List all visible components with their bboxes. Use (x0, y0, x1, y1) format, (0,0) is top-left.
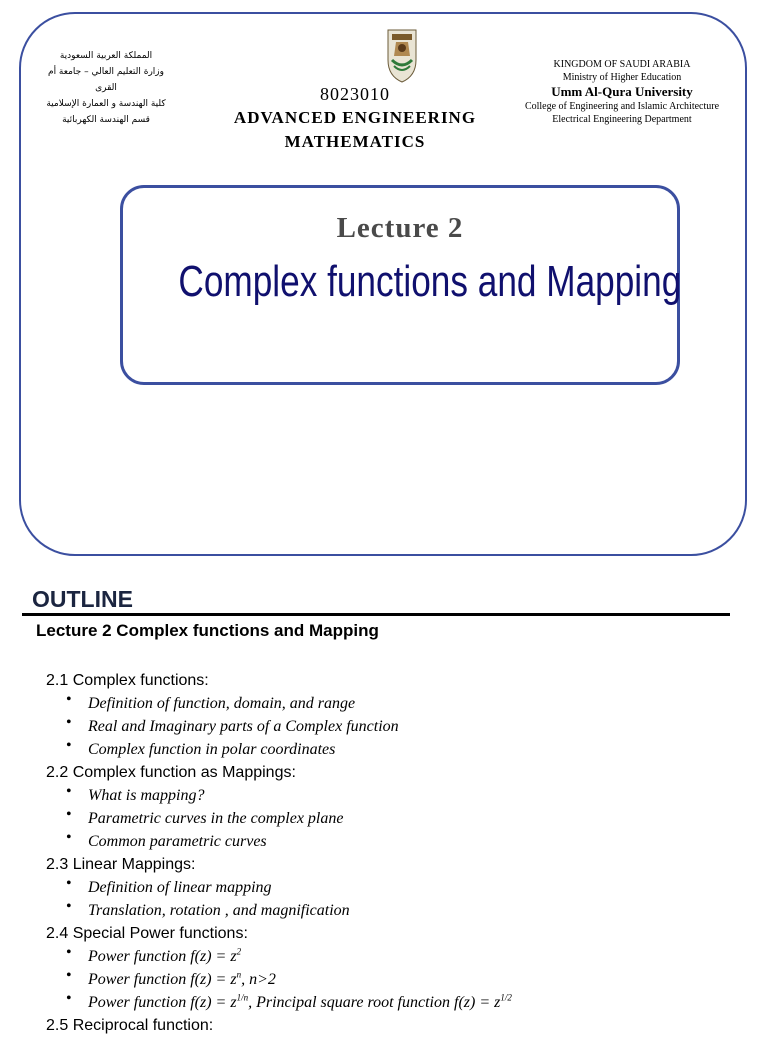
ministry-name: Ministry of Higher Education (562, 72, 682, 83)
list-item: • Real and Imaginary parts of a Complex function (46, 715, 746, 738)
university-crest-icon (384, 24, 420, 84)
list-item: • Definition of linear mapping (46, 876, 746, 899)
lecture-title-box (120, 185, 680, 385)
section-title: 2.1 Complex functions: (46, 672, 209, 689)
arabic-line: وزارة التعليم العالي – جامعة أم القرى (48, 67, 164, 93)
lecture-number: Lecture 2 (336, 212, 464, 244)
country-name: KINGDOM OF SAUDI ARABIA (553, 59, 691, 70)
course-name-line2: MATHEMATICS (284, 132, 426, 151)
section-title: 2.2 Complex function as Mappings: (46, 764, 296, 781)
section-title: 2.3 Linear Mappings: (46, 856, 196, 873)
arabic-header (36, 48, 176, 128)
list-item: • Definition of function, domain, and range (46, 692, 746, 715)
list-item: • Complex function in polar coordinates (46, 738, 746, 761)
outline-heading: OUTLINE (32, 586, 133, 612)
lecture-title: Complex functions and Mapping (178, 257, 682, 306)
outline-divider (22, 613, 730, 616)
course-code: 8023010 (320, 84, 390, 104)
outline-subheading: Lecture 2 Complex functions and Mapping (36, 621, 379, 640)
arabic-line: قسم الهندسة الكهربائية (62, 115, 150, 125)
list-item: • What is mapping? (46, 784, 746, 807)
outline-list (46, 669, 746, 1037)
course-title-block (190, 82, 520, 154)
university-name: Umm Al-Qura University (551, 84, 693, 99)
course-name-line1: ADVANCED ENGINEERING (233, 108, 477, 127)
college-name: College of Engineering and Islamic Architecture (524, 101, 720, 112)
list-item: • Parametric curves in the complex plane (46, 807, 746, 830)
section-title: 2.4 Special Power functions: (46, 925, 248, 942)
list-item: • Common parametric curves (46, 830, 746, 853)
section-title-partial: 2.5 Reciprocal function: (46, 1017, 214, 1034)
arabic-line: المملكة العربية السعودية (59, 51, 153, 61)
english-header (512, 58, 732, 126)
list-item: • Power function $f(z) = z^n$, n>2 (46, 968, 746, 991)
list-item: • Power function $f(z) = z^{1/n}$, Principal square root function $f(z) = z^{1/2}$ (46, 991, 746, 1014)
list-item: • Power function $f(z) = z^2$ (46, 945, 746, 968)
list-item: • Translation, rotation , and magnification (46, 899, 746, 922)
department-name: Electrical Engineering Department (552, 114, 692, 125)
arabic-line: كلية الهندسة و العمارة الإسلامية (46, 99, 166, 109)
